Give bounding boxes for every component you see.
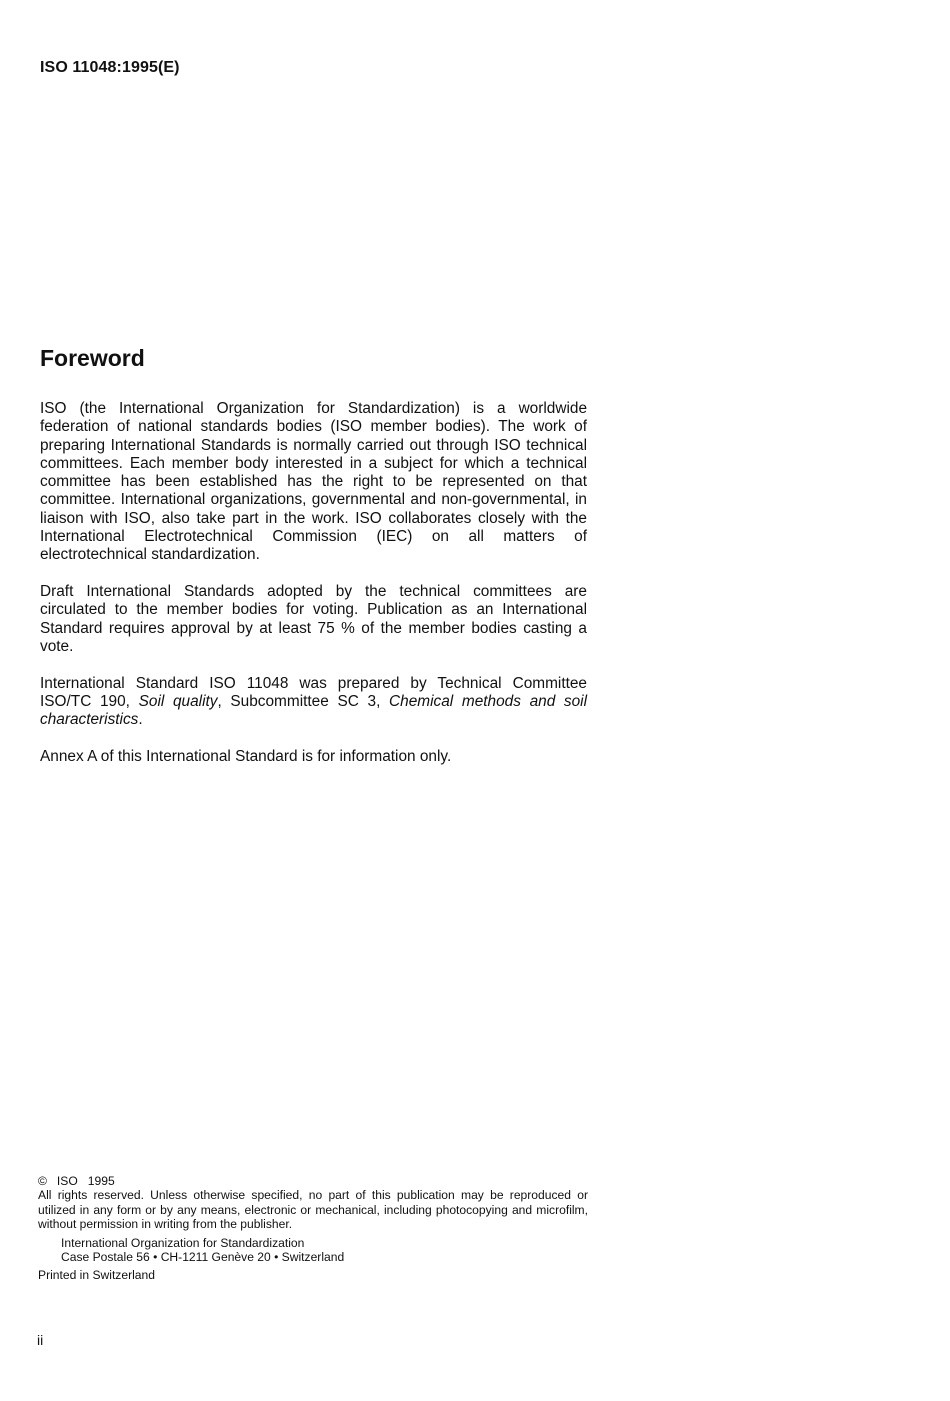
foreword-paragraph-4: Annex A of this International Standard is for information only.: [40, 747, 452, 765]
publisher-name: International Organization for Standardization: [61, 1235, 305, 1250]
paragraph-3-text-1: International Standard ISO 11048 was prepared by Technical Committee ISO/TC 190,: [40, 674, 587, 710]
copyright-line: [38, 1174, 588, 1188]
rights-statement: All rights reserved. Unless otherwise specified, no part of this publication may be reproduced or utilized in any form or by any means, electronic or mechanical, including photocopying and microfilm, without permission in writing from the publisher.: [38, 1188, 588, 1232]
foreword-heading: Foreword: [40, 345, 145, 371]
publisher-address: [61, 1236, 588, 1265]
foreword-paragraph-2: Draft International Standards adopted by the technical committees are circulated to the member bodies for voting. Publication as an International Standard requires approval by at least 75 % of the member bodies casting a vote.: [40, 583, 587, 655]
paragraph-3-text-2: , Subcommittee SC 3,: [217, 692, 390, 710]
copyright-year: 1995: [87, 1174, 115, 1188]
printed-location: Printed in Switzerland: [38, 1268, 155, 1283]
foreword-paragraph-1: ISO (the International Organization for Standardization) is a worldwide federation of national standards bodies (ISO member bodies). The work of preparing International Standards is normally carried out through ISO technical committees. Each member body interested in a subject for which a technical committee has been established has the right to be represented on that committee. International organizations, governmental and non-governmental, in liaison with ISO, also take part in the work. ISO collaborates closely with the International Electrotechnical Commission (IEC) on all matters of electrotechnical standardization.: [40, 400, 587, 564]
foreword-body: [40, 400, 587, 785]
paragraph-3-text-3: .: [138, 711, 143, 729]
subcommittee-title: Chemical methods and soil characteristics: [40, 692, 588, 729]
page-number: ii: [37, 1332, 44, 1348]
copyright-holder: ISO: [56, 1174, 78, 1188]
copyright-icon: ©: [38, 1174, 47, 1188]
copyright-block: [38, 1174, 588, 1283]
foreword-paragraph-3: [40, 675, 587, 730]
document-id: ISO 11048:1995(E): [40, 59, 180, 76]
committee-title-soil-quality: Soil quality: [138, 692, 218, 710]
publisher-postal-address: Case Postale 56 • CH-1211 Genève 20 • Switzerland: [61, 1250, 345, 1265]
